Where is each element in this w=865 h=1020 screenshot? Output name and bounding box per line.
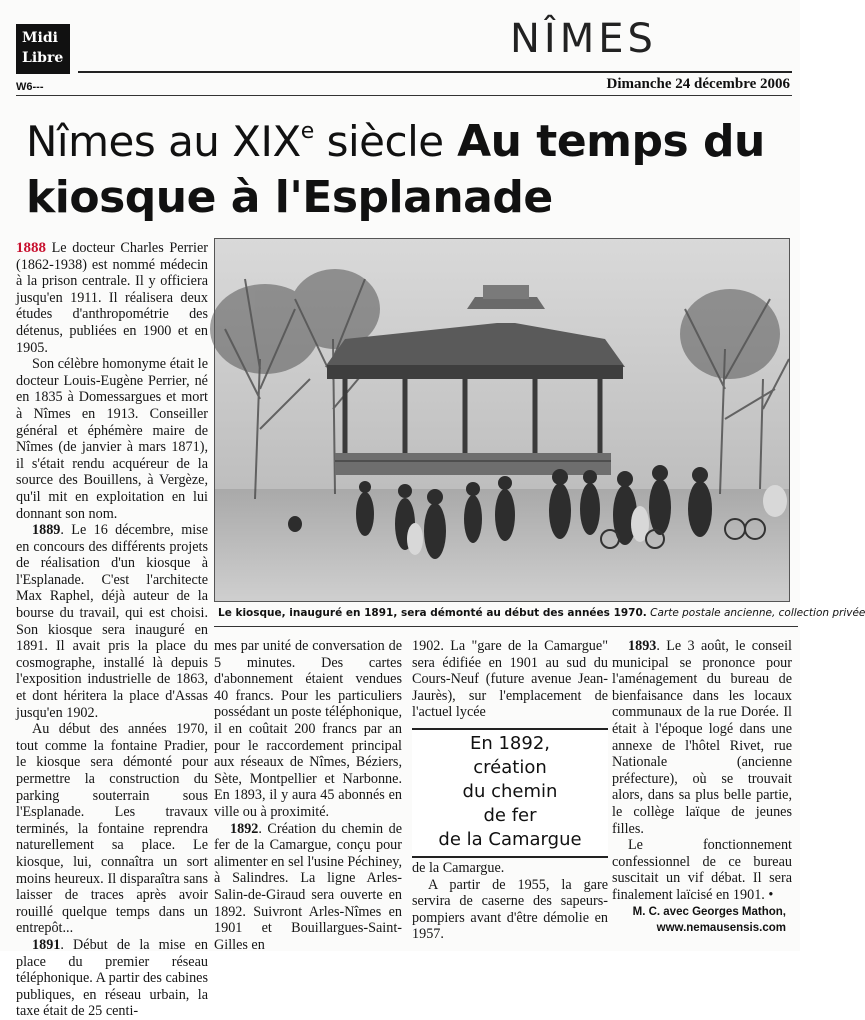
caption-rule bbox=[214, 626, 798, 627]
photo-caption bbox=[218, 606, 865, 620]
kicker-sup: e bbox=[300, 119, 314, 144]
section-city: NÎMES bbox=[510, 16, 657, 62]
page-code: W6--- bbox=[16, 81, 44, 93]
pull-quote-line: de fer bbox=[483, 805, 537, 826]
paragraph-text: . Le 3 août, le conseil municipal se prononce pour l'aménagement du bureau de bienfaisance dans les locaux communaux de la rue Dorée. Il était à l'époque logé dans une annexe de l'hôtel Rivet, rue Nationale (ancienne préfecture), où se trouvait alors, dans sa plus belle partie, le collège laïque de jeunes filles. bbox=[612, 638, 792, 837]
paragraph-1955: A partir de 1955, la gare servira de caserne des sapeurs-pompiers avant d'être démolie en 1957. bbox=[412, 876, 608, 943]
kicker-prefix: Nîmes au XIX bbox=[26, 117, 301, 166]
pull-quote-line: En 1892, bbox=[469, 733, 551, 754]
paragraph-camargue: de la Camargue. bbox=[412, 860, 505, 876]
midi-libre-logo bbox=[16, 24, 70, 74]
headline bbox=[26, 104, 796, 226]
kiosque-photo bbox=[214, 238, 790, 602]
byline-authors: M. C. avec Georges Mathon, bbox=[632, 906, 786, 918]
article-column-3-bottom bbox=[412, 860, 608, 943]
headline-title: Au temps du kiosque à l'Esplanade bbox=[26, 116, 765, 223]
headline-kicker bbox=[26, 117, 444, 166]
paragraph-bureau: Le fonctionnement confessionnel de ce bureau suscitait un vif débat. Il sera finalement laïcisé en 1901. • bbox=[612, 837, 792, 903]
paragraph-perrier: Son célèbre homonyme était le docteur Louis-Eugène Perrier, né en 1835 à Domessargues et mort à Nîmes en 1913. Conseiller général et éphémère maire de Nîmes (de janvier à mars 1871), il s'était rendu acquéreur de la source des Bouillens, à Vergèze, qu'il mit en exploitation en lui donnant son nom. bbox=[16, 356, 208, 522]
paragraph-text: . Le 16 décembre, mise en concours des différents projets de réalisation d'un kiosque à l'Esplanade. C'est l'architecte Max Raphel, déjà auteur de la bourse du travail, qui est choisi. Son kiosque sera inauguré en 1891. Il avait pris la place du cosmographe, installé là depuis l'exposition industrielle de 1863, et dont héritera la place d'Assas jusqu'en 1902. bbox=[16, 522, 208, 721]
caption-credit: Carte postale ancienne, collection privée bbox=[650, 607, 865, 619]
paragraph-text: . Début de la mise en place du premier réseau téléphonique. A partir des cabines publiques, en réseau urbain, la taxe était de 25 centi- bbox=[16, 936, 208, 1020]
year-1888: 1888 bbox=[16, 240, 46, 256]
caption-main: Le kiosque, inauguré en 1891, sera démonté au début des années 1970. bbox=[218, 607, 647, 619]
paragraph-1888 bbox=[16, 240, 208, 356]
pull-quote bbox=[412, 728, 608, 858]
year-1893: 1893 bbox=[628, 638, 657, 654]
paragraph-1891 bbox=[16, 937, 208, 1020]
year-1889: 1889 bbox=[32, 522, 61, 539]
paragraph-1893 bbox=[612, 638, 792, 837]
logo-line-1: Midi bbox=[22, 30, 58, 46]
paragraph-1892 bbox=[214, 821, 402, 954]
year-1891: 1891 bbox=[32, 936, 61, 953]
year-1892: 1892 bbox=[230, 820, 259, 837]
logo-line-2: Libre bbox=[22, 50, 64, 66]
article-column-1 bbox=[16, 240, 208, 1020]
paragraph-text: Le docteur Charles Perrier (1862-1938) est nommé médecin à la prison centrale. Il y officiera jusqu'en 1911. Il réalisera deux études d'anthropométrie des détenus, publiées en 1900 et en 1905. bbox=[16, 240, 208, 356]
pull-quote-line: du chemin bbox=[462, 781, 558, 802]
pull-quote-line: création bbox=[473, 757, 547, 778]
masthead-rule bbox=[78, 71, 792, 73]
paragraph-text: . Création du chemin de fer de la Camargue, conçu pour alimenter en sel l'usine Péchiney, à Salindres. La ligne Arles-Salin-de-Giraud sera ouverte en 1892. Suivront Arles-Nîmes en 1901 et Bouillargues-Saint-Gilles en bbox=[214, 820, 402, 953]
article-column-3-top bbox=[412, 638, 608, 721]
kiosque-illustration bbox=[215, 239, 789, 601]
issue-date: Dimanche 24 décembre 2006 bbox=[606, 76, 790, 92]
paragraph-gare: 1902. La "gare de la Camargue" sera édifiée en 1901 au sud du Cours-Neuf (future avenue Jean-Jaurès), sur l'emplacement de l'actuel lycée bbox=[412, 638, 608, 721]
byline-website: www.nemausensis.com bbox=[656, 922, 786, 934]
pull-quote-line: de la Camargue bbox=[438, 829, 582, 850]
paragraph-1889 bbox=[16, 522, 208, 721]
paragraph-telephone: mes par unité de conversation de 5 minutes. Des cartes d'abonnement étaient vendues 40 francs. Pour les particuliers possédant un poste téléphonique, il en coûtait 200 francs par an pour le raccordement principal aux réseaux de Nîmes, Béziers, Sète, Montpellier et Narbonne. En 1893, il y aura 45 abonnés en ville ou à proximité. bbox=[214, 638, 402, 820]
article-column-4 bbox=[612, 638, 792, 904]
kicker-suffix: siècle bbox=[313, 117, 444, 166]
byline bbox=[633, 904, 786, 936]
subhead-rule bbox=[16, 95, 792, 96]
paragraph-1970: Au début des années 1970, tout comme la fontaine Pradier, le kiosque sera démonté pour permettre la construction du parking souterrain sous l'Esplanade. Les travaux terminés, la fontaine reprendra naturellement sa place. Le kiosque, lui, connaîtra un sort moins heureux. Il disparaîtra sans laisser de traces après avoir rouillé quelque temps dans un entrepôt... bbox=[16, 721, 208, 937]
article-column-2 bbox=[214, 638, 402, 953]
